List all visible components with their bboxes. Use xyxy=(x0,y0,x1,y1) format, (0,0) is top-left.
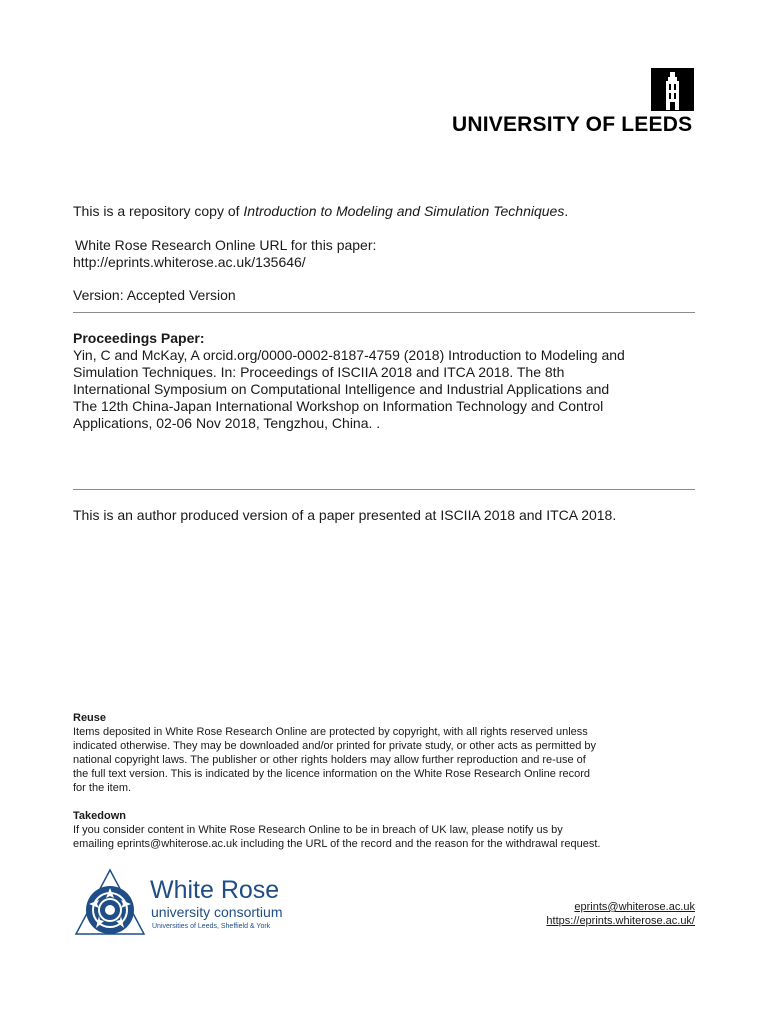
citation-line: Applications, 02-06 Nov 2018, Tengzhou, China. . xyxy=(73,415,381,431)
takedown-heading: Takedown xyxy=(73,810,126,822)
version-text: Version: Accepted Version xyxy=(73,287,236,303)
proceedings-citation xyxy=(73,347,625,432)
reuse-line: indicated otherwise. They may be downloaded and/or printed for private study, or other acts as permitted by xyxy=(73,740,596,752)
citation-line: Simulation Techniques. In: Proceedings of ISCIIA 2018 and ITCA 2018. The 8th xyxy=(73,364,565,380)
author-note: This is an author produced version of a paper presented at ISCIIA 2018 and ITCA 2018. xyxy=(73,507,617,523)
takedown-line: If you consider content in White Rose Research Online to be in breach of UK law, please notify us by xyxy=(73,824,563,836)
reuse-line: the full text version. This is indicated by the licence information on the White Rose Research Online record xyxy=(73,768,591,780)
reuse-line: Items deposited in White Rose Research Online are protected by copyright, with all rights reserved unless xyxy=(73,726,588,738)
takedown-line: emailing eprints@whiterose.ac.uk including the URL of the record and the reason for the withdrawal request. xyxy=(73,838,601,850)
reuse-line: for the item. xyxy=(73,782,132,794)
white-rose-subtitle: university consortium xyxy=(151,904,283,920)
divider-top xyxy=(73,312,695,313)
proceedings-heading: Proceedings Paper: xyxy=(73,330,205,346)
repository-prefix: This is a repository copy of xyxy=(73,203,244,219)
eprints-site-link[interactable]: https://eprints.whiterose.ac.uk/ xyxy=(546,915,695,927)
citation-line: The 12th China-Japan International Workshop on Information Technology and Control xyxy=(73,398,604,414)
reuse-text xyxy=(73,725,596,795)
white-rose-tagline: Universities of Leeds, Sheffield & York xyxy=(152,923,271,930)
paper-title: Introduction to Modeling and Simulation Techniques xyxy=(243,203,565,219)
reuse-line: national copyright laws. The publisher or other rights holders may allow further reproduction and re-use of xyxy=(73,754,586,766)
repository-suffix: . xyxy=(564,203,569,219)
footer-links xyxy=(546,900,695,928)
url-label: White Rose Research Online URL for this paper: xyxy=(75,237,377,253)
divider-middle xyxy=(73,489,695,490)
reuse-heading: Reuse xyxy=(73,712,107,724)
citation-line: Yin, C and McKay, A orcid.org/0000-0002-8187-4759 (2018) Introduction to Modeling and xyxy=(73,347,625,363)
takedown-text xyxy=(73,823,600,851)
email-link[interactable]: eprints@whiterose.ac.uk xyxy=(574,901,695,913)
white-rose-emblem-icon xyxy=(74,868,146,938)
white-rose-logo xyxy=(74,868,296,938)
university-name: UNIVERSITY OF LEEDS xyxy=(452,113,693,136)
citation-line: International Symposium on Computational Intelligence and Industrial Applications and xyxy=(73,381,610,397)
tower-emblem xyxy=(651,68,694,111)
paper-url[interactable]: http://eprints.whiterose.ac.uk/135646/ xyxy=(73,254,306,270)
university-logo xyxy=(452,66,696,138)
white-rose-title: White Rose xyxy=(150,876,280,904)
repository-line xyxy=(73,203,568,220)
